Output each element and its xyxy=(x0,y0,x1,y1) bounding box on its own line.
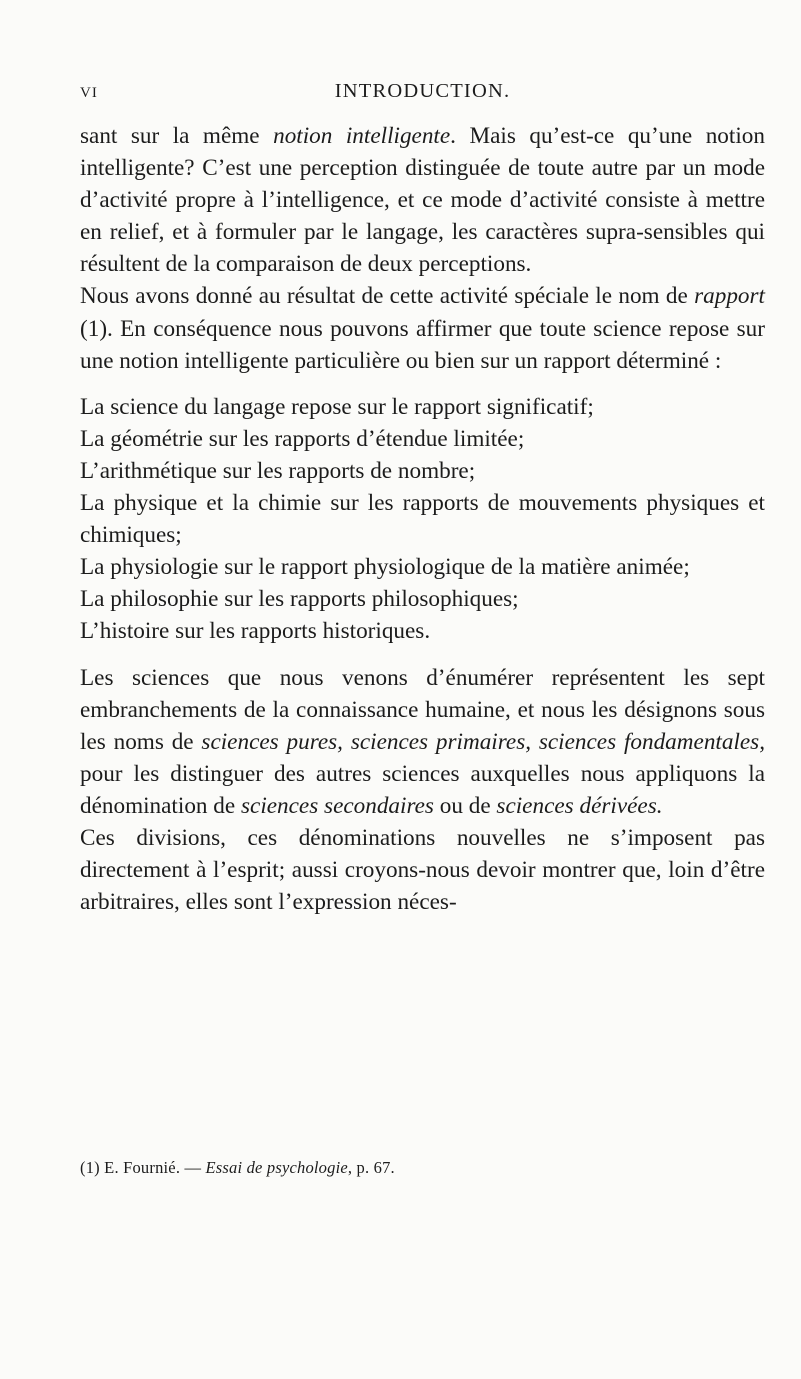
list-item: La philosophie sur les rapports philosophiques; xyxy=(80,586,519,613)
list-item: La géométrie sur les rapports d’étendue limitée; xyxy=(80,425,525,452)
body-text xyxy=(80,120,765,918)
paragraph-2: Nous avons donné au résultat de cette activité spéciale le nom de rapport (1). En conséquence nous pouvons affirmer que toute science repose sur une notion intelligente particulière ou bien sur un rapport déterminé : xyxy=(80,283,765,374)
emphasis: notion intelligente xyxy=(273,123,451,149)
footnote-title: Essai de psychologie xyxy=(205,1158,348,1177)
emphasis: rapport xyxy=(694,283,765,310)
science-list xyxy=(80,391,765,648)
list-item: La science du langage repose sur le rapport significatif; xyxy=(80,393,594,420)
page-title: INTRODUCTION. xyxy=(334,80,511,102)
emphasis: sciences pures, sciences primaires, sciences fondamentales, xyxy=(201,728,765,755)
list-item: L’histoire sur les rapports historiques. xyxy=(80,618,431,645)
list-item: L’arithmétique sur les rapports de nombre; xyxy=(80,457,476,484)
emphasis: sciences secondaires xyxy=(241,792,434,819)
paragraph-1: sant sur la même notion intelligente. Mais qu’est-ce qu’une notion intelligente? C’est une perception distinguée de toute autre par un mode d’activité propre à l’intelligence, et ce mode d’activité consiste à mettre en relief, et à formuler par le langage, les caractères supra-sensibles qui résultent de la comparaison de deux perceptions. xyxy=(80,123,765,278)
running-head xyxy=(80,80,765,110)
paragraph-4: Ces divisions, ces dénominations nouvelles ne s’imposent pas directement à l’esprit; aussi croyons-nous devoir montrer que, loin d’être arbitraires, elles sont l’expression néces- xyxy=(80,824,765,916)
footnote: (1) E. Fournié. — Essai de psychologie, p. 67. xyxy=(80,1158,395,1177)
page-number: VI xyxy=(80,85,98,101)
list-item: La physiologie sur le rapport physiologique de la matière animée; xyxy=(80,554,690,581)
list-item: La physique et la chimie sur les rapports de mouvements physiques et chimiques; xyxy=(80,490,765,549)
emphasis: sciences dérivées. xyxy=(496,792,663,819)
paragraph-3: Les sciences que nous venons d’énumérer représentent les sept embranchements de la connaissance humaine, et nous les désignons sous les noms de sciences pures, sciences primaires, sciences fondamentales, pour les distinguer des autres sciences auxquelles nous appliquons la dénomination de sciences secondaires ou de sciences dérivées. xyxy=(80,664,765,819)
